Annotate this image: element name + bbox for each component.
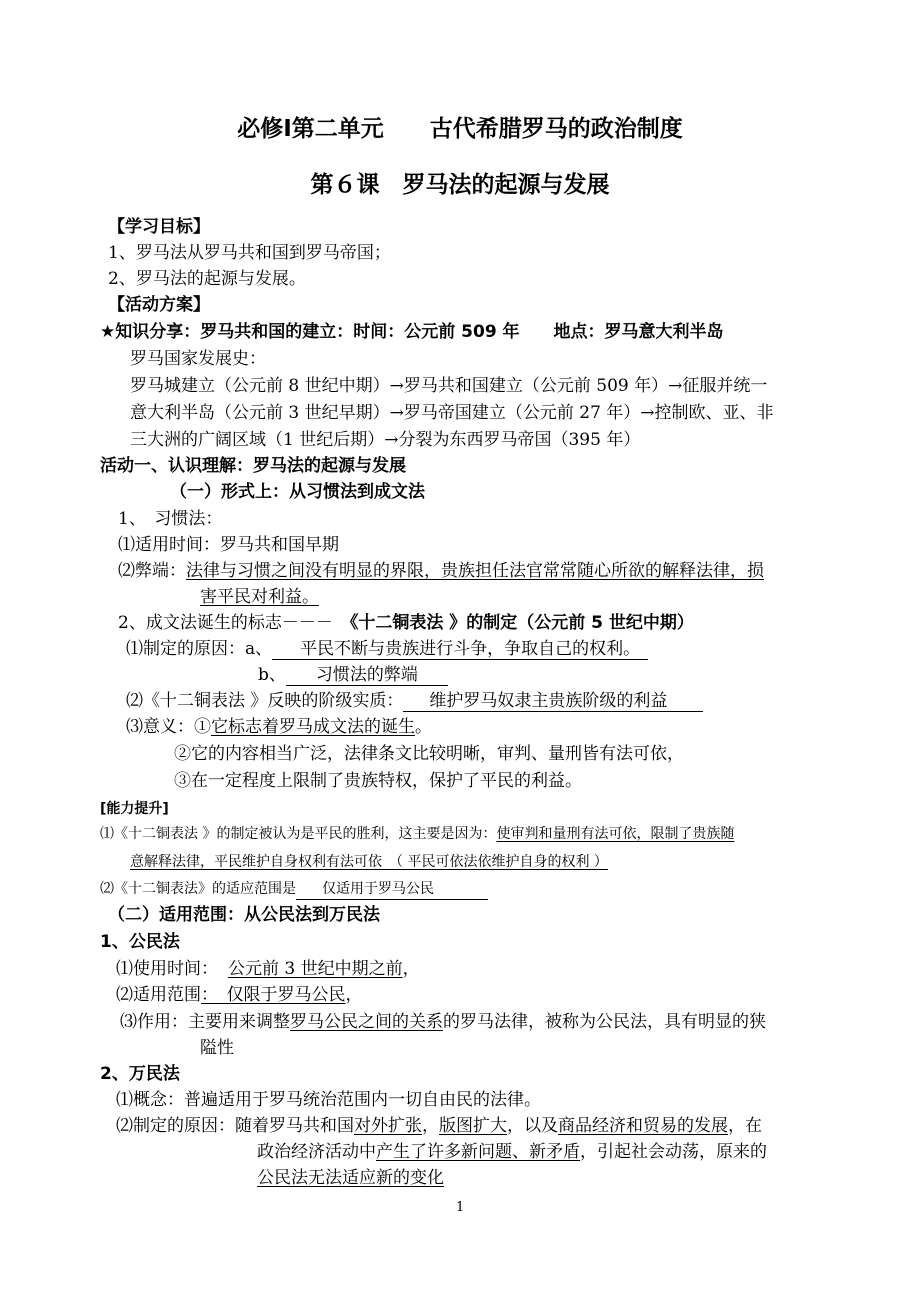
reason-b: 习惯法的弊端 [286, 665, 448, 686]
civil-law-time: 公元前 3 世纪中期之前 [228, 959, 403, 979]
civil-law-role-line: ⑶作用：主要用来调整罗马公民之间的关系的罗马法律，被称为公民法，具有明显的狭 [120, 1012, 766, 1032]
significance-label: ⑶意义：① [126, 717, 211, 737]
ability-heading: [能力提升] [100, 801, 169, 817]
class-essence: 维护罗马奴隶主贵族阶级的利益 [403, 691, 703, 712]
gentium-reason-line-3: 公民法无法适应新的变化 [257, 1168, 444, 1188]
history-line-1: 罗马城建立（公元前 8 世纪中期）→罗马共和国建立（公元前 509 年）→征服并统一 [130, 376, 768, 396]
gentium-heading: 2、万民法 [100, 1064, 180, 1084]
ability-q1-answer-2: 意解释法律，平民维护自身权利有法可依 （ 平民可依法依维护自身的权利 ） [130, 854, 608, 870]
civil-law-role-key: 罗马公民之间的关系 [290, 1012, 443, 1032]
drawback-text-1: 法律与习惯之间没有明显的界限，贵族担任法官常常随心所欲的解释法律，损 [186, 561, 764, 581]
ability-q1-answer-1: 使审判和量刑有法可依，限制了贵族随 [496, 826, 735, 842]
ability-q2-label: ⑵《十二铜表法》的适应范围是 [100, 881, 296, 897]
class-essence-line [126, 690, 703, 712]
drawback-label: ⑵弊端： [118, 561, 186, 581]
custom-law-drawback [118, 560, 764, 582]
drawback-text-2: 害平民对利益。 [200, 587, 319, 607]
activity1-heading: 活动一、认识理解：罗马法的起源与发展 [100, 456, 406, 476]
goal-item-2: 2、罗马法的起源与发展。 [108, 269, 306, 289]
class-essence-label: ⑵《十二铜表法 》反映的阶级实质： [126, 691, 404, 711]
gentium-reason-line-1: ⑵制定的原因：随着罗马共和国对外扩张，版图扩大，以及商品经济和贸易的发展，在 [116, 1116, 762, 1136]
significance-2: ②它的内容相当广泛，法律条文比较明晰，审判、量刑皆有法可依， [174, 744, 684, 764]
history-heading: 罗马国家发展史： [130, 349, 266, 369]
gentium-reason-line-2: 政治经济活动中产生了许多新问题、新矛盾，引起社会动荡，原来的 [257, 1142, 767, 1162]
goal-item-1: 1、罗马法从罗马共和国到罗马帝国； [108, 243, 391, 263]
custom-law-time: ⑴适用时间：罗马共和国早期 [118, 535, 339, 555]
written-law-label: 2、成文法诞生的标志－－－ [118, 613, 350, 633]
civil-law-time-line: ⑴使用时间： 公元前 3 世纪中期之前， [116, 959, 420, 979]
reason-new-problems: 产生了许多新问题、新矛盾 [376, 1142, 580, 1162]
unit-title: 必修Ⅰ第二单元 古代希腊罗马的政治制度 [237, 116, 683, 142]
page-number: 1 [456, 1200, 465, 1215]
written-law-sign [118, 612, 694, 634]
reason-expansion: 对外扩张 [354, 1116, 422, 1136]
lesson-title: 第６课 罗马法的起源与发展 [310, 172, 610, 198]
civil-law-role-end: 隘性 [200, 1038, 234, 1058]
reason-a: 平民不断与贵族进行斗争，争取自己的权利。 [272, 639, 648, 660]
civil-law-scope: ： 仅限于罗马公民 [201, 985, 346, 1005]
reason-label: ⑴制定的原因：a、 [126, 639, 273, 659]
reason-a-line [126, 638, 648, 660]
civil-law-heading: 1、公民法 [100, 932, 180, 952]
part1-heading: （一）形式上：从习惯法到成文法 [170, 482, 425, 502]
goals-heading: 【学习目标】 [108, 217, 210, 237]
reason-commerce: 商品经济和贸易的发展 [558, 1116, 728, 1136]
part2-heading: （二）适用范围：从公民法到万民法 [108, 905, 380, 925]
significance-3: ③在一定程度上限制了贵族特权，保护了平民的利益。 [174, 771, 582, 791]
significance-1: 它标志着罗马成文法的诞生 [211, 717, 415, 737]
civil-law-scope-label: ⑵适用范围 [116, 985, 201, 1005]
ability-q1-label: ⑴《十二铜表法 》的制定被认为是平民的胜利，这主要是因为： [100, 826, 497, 842]
custom-law-heading: 1、 习惯法： [118, 509, 223, 529]
reason-b-line [258, 664, 448, 686]
history-line-2: 意大利半岛（公元前 3 世纪早期）→罗马帝国建立（公元前 27 年）→控制欧、亚、非 [130, 403, 774, 423]
gentium-concept: ⑴概念：普遍适用于罗马统治范围内一切自由民的法律。 [116, 1090, 541, 1110]
knowledge-share: ★知识分享：罗马共和国的建立：时间：公元前 509 年 地点：罗马意大利半岛 [100, 322, 724, 342]
ability-q2-line [100, 878, 488, 900]
reason-b-label: b、 [258, 665, 286, 685]
civil-law-scope-line: ⑵适用范围： 仅限于罗马公民， [116, 985, 363, 1005]
twelve-tables-enactment: 《十二铜表法 》的制定（公元前 5 世纪中期） [349, 613, 694, 633]
significance-line-1: ⑶意义：①它标志着罗马成文法的诞生。 [126, 717, 432, 737]
civil-law-role-label: ⑶作用：主要用来调整 [120, 1012, 290, 1032]
plan-heading: 【活动方案】 [108, 295, 210, 315]
ability-q2-answer: 仅适用于罗马公民 [296, 879, 488, 900]
reason-territory: 版图扩大 [439, 1116, 507, 1136]
ability-q1-line-1 [100, 823, 734, 845]
history-line-3: 三大洲的广阔区域（1 世纪后期）→分裂为东西罗马帝国（395 年） [130, 430, 641, 450]
civil-law-time-label: ⑴使用时间： [116, 959, 218, 979]
